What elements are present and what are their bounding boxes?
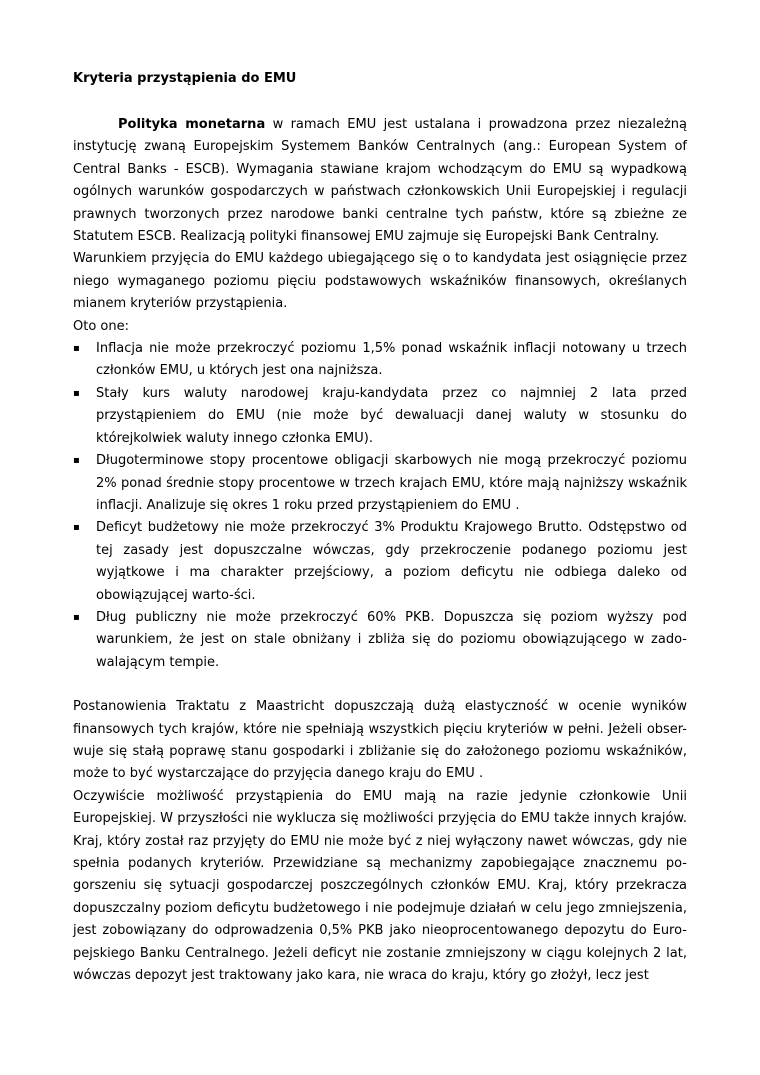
paragraph-list-intro: Oto one: xyxy=(73,318,129,334)
bullet-square-icon: ▪ xyxy=(73,387,80,399)
paragraph-text: w ramach EMU jest ustalana i prowadzona przez niezależną instytucję zwaną Europejskim Systemem Banków Centralnych (ang.: European System of Central Banks - ESCB). Wymagania stawiane krajom wchodzącym do EMU są wypadkową ogólnych warunków gospodarczych w państwach członkowskich Unii Europejskiej i regulacji prawnych tworzonych przez narodowe banki centralne tych państw, które są zbieżne ze Statutem ESCB. Realizacją polityki finansowej EMU zajmuje się Europejski Bank Centralny. xyxy=(73,117,687,245)
criteria-list xyxy=(73,338,687,674)
bullet-square-icon: ▪ xyxy=(73,455,80,467)
list-item-text: Dług publiczny nie może przekroczyć 60% PKB. Dopuszcza się poziom wyższy pod warunkiem, że jest on stale obniżany i zbliża się do poziomu obowiązującego w zado-walającym tempie. xyxy=(96,609,687,670)
paragraph-membership: Oczywiście możliwość przystąpienia do EMU mają na razie jedynie członkowie Unii Europejskiej. W przyszłości nie wyklucza się możliwości przyjęcia do EMU także innych krajów. Kraj, który został raz przyjęty do EMU nie może być z niej wyłączony nawet wówczas, gdy nie spełnia podanych kryteriów. Przewidziane są mechanizmy zapobiegające znacznemu po-gorszeniu się sytuacji gospodarczej poszczególnych członków EMU. Kraj, który przekracza dopuszczalny poziom deficytu budżetowego i nie podejmuje działań w celu jego zmniejszenia, jest zobowiązany do odprowadzenia 0,5% PKB jako nieoprocentowanego depozytu do Euro-pejskiego Banku Centralnego. Jeżeli deficyt nie zostanie zmniejszony w ciągu kolejnych 2 lat, wówczas depozyt jest traktowany jako kara, nie wraca do kraju, który go złożył, lecz jest xyxy=(73,788,687,984)
list-item xyxy=(73,450,687,517)
list-item-text: Długoterminowe stopy procentowe obligacji skarbowych nie mogą przekroczyć poziomu 2% ponad średnie stopy procentowe w trzech krajach EMU, które mają najniższy wskaźnik inflacji. Analizuje się okres 1 roku przed przystąpieniem do EMU . xyxy=(96,453,687,513)
list-item-text: Inflacja nie może przekroczyć poziomu 1,5% ponad wskaźnik inflacji notowany u trzech członków EMU, u których jest ona najniższa. xyxy=(96,341,687,379)
paragraph-maastricht: Postanowienia Traktatu z Maastricht dopuszczają dużą elastyczność w ocenie wyników finansowych tych krajów, które nie spełniają wszystkich pięciu kryteriów w pełni. Jeżeli obser-wuje się stałą poprawę stanu gospodarki i zbliżanie się do założonego poziomu wskaźników, może to być wystarczające do przyjęcia danego kraju do EMU . xyxy=(73,699,687,782)
document-body xyxy=(73,114,687,987)
paragraph-spacer xyxy=(73,674,687,696)
paragraph-admission-condition: Warunkiem przyjęcia do EMU każdego ubiegającego się o to kandydata jest osiągnięcie przez niego wymaganego poziomu pięciu podstawowych wskaźników finansowych, określanych mianem kryteriów przystąpienia. xyxy=(73,251,687,312)
list-item-text: Deficyt budżetowy nie może przekroczyć 3% Produktu Krajowego Brutto. Odstępstwo od tej zasady jest dopuszczalne wówczas, gdy przekroczenie podanego poziomu jest wyjątkowe i ma charakter przejściowy, a poziom deficytu nie odbiega daleko od obowiązującej warto-ści. xyxy=(96,520,687,603)
bullet-square-icon: ▪ xyxy=(73,343,80,355)
page-title: Kryteria przystąpienia do EMU xyxy=(73,71,297,86)
list-item xyxy=(73,338,687,383)
paragraph-lead-term: Polityka monetarna xyxy=(118,117,266,132)
list-item xyxy=(73,607,687,674)
list-item xyxy=(73,383,687,450)
paragraph-monetary-policy xyxy=(73,114,687,248)
bullet-square-icon: ▪ xyxy=(73,611,80,623)
list-item xyxy=(73,517,687,607)
list-item-text: Stały kurs waluty narodowej kraju-kandydata przez co najmniej 2 lata przed przystąpieniem do EMU (nie może być dewaluacji danej waluty w stosunku do którejkolwiek waluty innego członka EMU). xyxy=(96,385,687,446)
bullet-square-icon: ▪ xyxy=(73,522,80,534)
